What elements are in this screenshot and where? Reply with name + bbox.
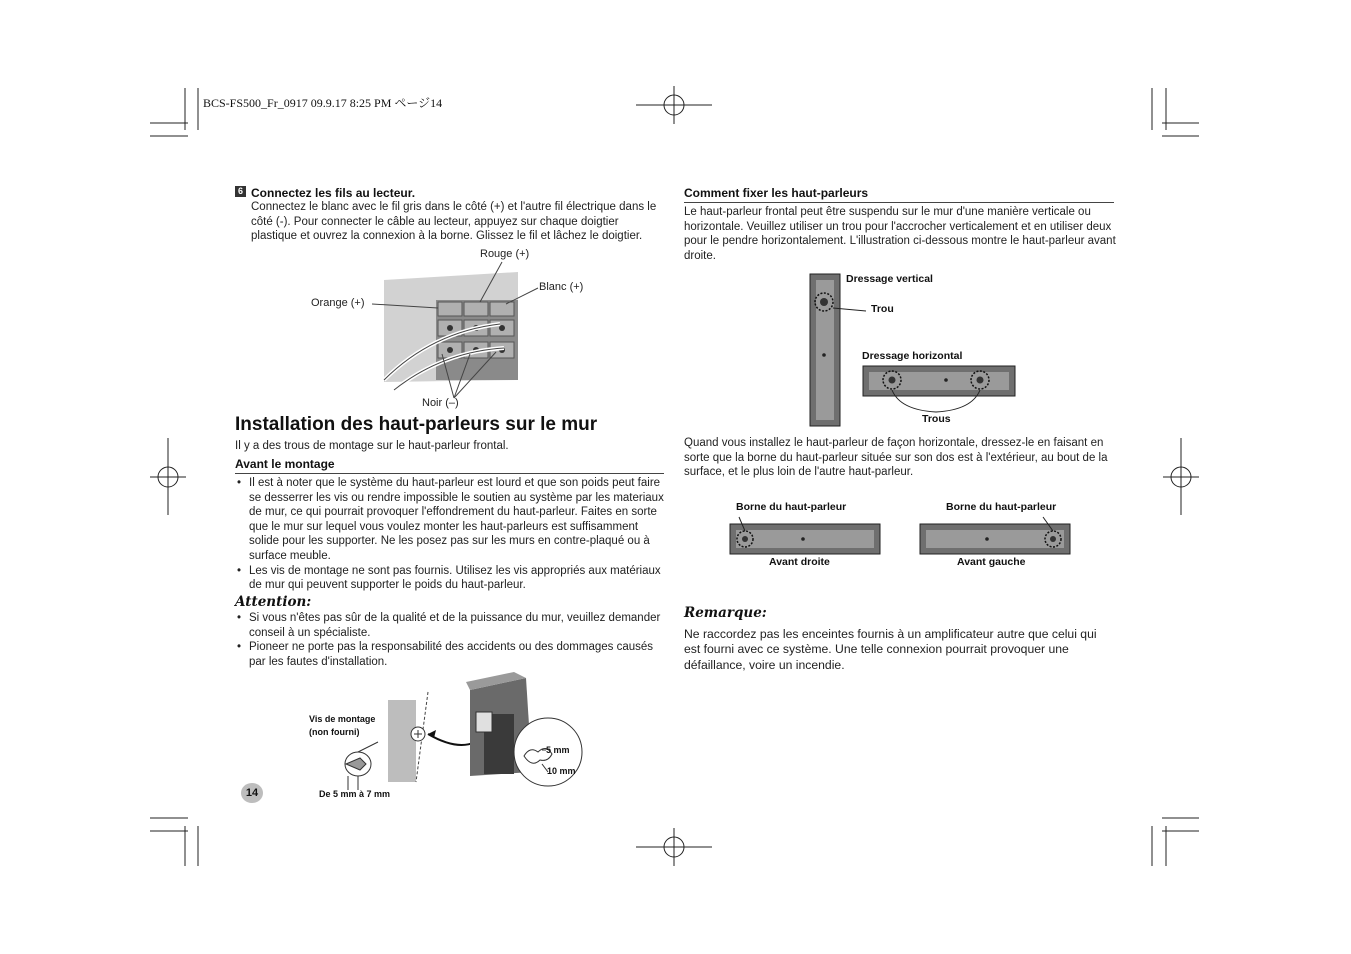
depth-label: De 5 mm à 7 mm	[319, 789, 391, 799]
attention-heading: Attention:	[235, 594, 312, 610]
label-rouge: Rouge (+)	[480, 248, 530, 260]
avant-heading: Avant le montage	[235, 457, 335, 471]
attention-list	[235, 611, 665, 669]
step-body: Connectez le blanc avec le fil gris dans le côté (+) et l'autre fil électrique dans le côté (-). Pour connecter le câble au lecteur, appuyez sur chaque doigtier plastique et ouvrez la connexion à la borne. Glissez le fil et lâchez le doigtier.	[251, 201, 657, 243]
terminal-illustration	[372, 262, 672, 402]
label-blanc: Blanc (+)	[539, 281, 584, 293]
right-para2: Quand vous installez le haut-parleur de façon horizontale, dressez-le en faisant en sorte que la borne du haut-parleur située sur son dos est à l'extérieur, au bout de la surface, et le plus loin de l'autre haut-parleur.	[684, 437, 1108, 479]
list-item: • Il est à noter que le système du haut-parleur est lourd et que son poids peut faire se desserrer les vis ou rendre impossible le soutien au système par les materiaux de mur, ce qui pourrait provoquer l'effondrement du haut-parleur. Faites en sorte que le mur sur lequel vous voulez monter les haut-parleurs est suffisamment solide pour les supporter. Ne les posez pas sur les murs en contre-plaqué ou à surface meuble.	[235, 476, 665, 564]
label-avant-gauche: Avant gauche	[957, 556, 1026, 568]
right-heading: Comment fixer les haut-parleurs	[684, 186, 869, 200]
list-item: • Pioneer ne porte pas la responsabilité des accidents ou des dommages causés par les fautes d'installation.	[235, 640, 665, 669]
front-speakers-illustration	[725, 518, 1085, 558]
label-trou: Trou	[871, 303, 894, 315]
step-title: Connectez les fils au lecteur.	[251, 186, 416, 200]
page-number: 14	[241, 783, 263, 803]
section-intro: Il y a des trous de montage sur le haut-parleur frontal.	[235, 440, 509, 452]
label-dressage-vertical: Dressage vertical	[846, 273, 933, 285]
list-item: • Les vis de montage ne sont pas fournis. Utilisez les vis appropriés aux matériaux de mur qui peuvent supporter le poids du haut-parleur.	[235, 564, 665, 593]
step-number-badge: 6	[235, 186, 246, 197]
label-borne-right: Borne du haut-parleur	[946, 501, 1057, 513]
list-item: • Si vous n'êtes pas sûr de la qualité et de la puissance du mur, veuillez demander conseil à un spécialiste.	[235, 611, 665, 640]
right-rule	[684, 202, 1114, 203]
label-dressage-horizontal: Dressage horizontal	[862, 350, 963, 362]
wall-mounting-illustration	[336, 672, 636, 802]
vis-label-line1: Vis de montage	[309, 714, 376, 724]
dim-10mm: 10 mm	[547, 766, 576, 776]
avant-list	[235, 476, 665, 593]
avant-rule	[235, 473, 664, 474]
vis-label-line2: (non fourni)	[309, 727, 360, 737]
label-trous: Trous	[922, 413, 951, 425]
section-title: Installation des haut-parleurs sur le mur	[235, 414, 598, 435]
remarque-heading: Remarque:	[684, 605, 767, 621]
print-header: BCS-FS500_Fr_0917 09.9.17 8:25 PM ページ14	[203, 96, 443, 110]
label-orange: Orange (+)	[311, 297, 365, 309]
label-borne-left: Borne du haut-parleur	[736, 501, 847, 513]
label-noir: Noir (–)	[422, 397, 459, 409]
dim-5mm: 5 mm	[546, 745, 570, 755]
label-avant-droite: Avant droite	[769, 556, 830, 568]
right-intro: Le haut-parleur frontal peut être suspendu sur le mur d'une manière verticale ou horizontale. Veuillez utiliser un trou pour l'accrocher verticalement et en utiliser deux pour le pendre horizontalement. L'illustration ci-dessous montre le haut-parleur avant droite.	[684, 206, 1116, 262]
remarque-body: Ne raccordez pas les enceintes fournis à un amplificateur autre que celui qui est fourni avec ce système. Une telle connexion pourrait provoquer une défaillance, voire un incendie.	[684, 627, 1097, 672]
